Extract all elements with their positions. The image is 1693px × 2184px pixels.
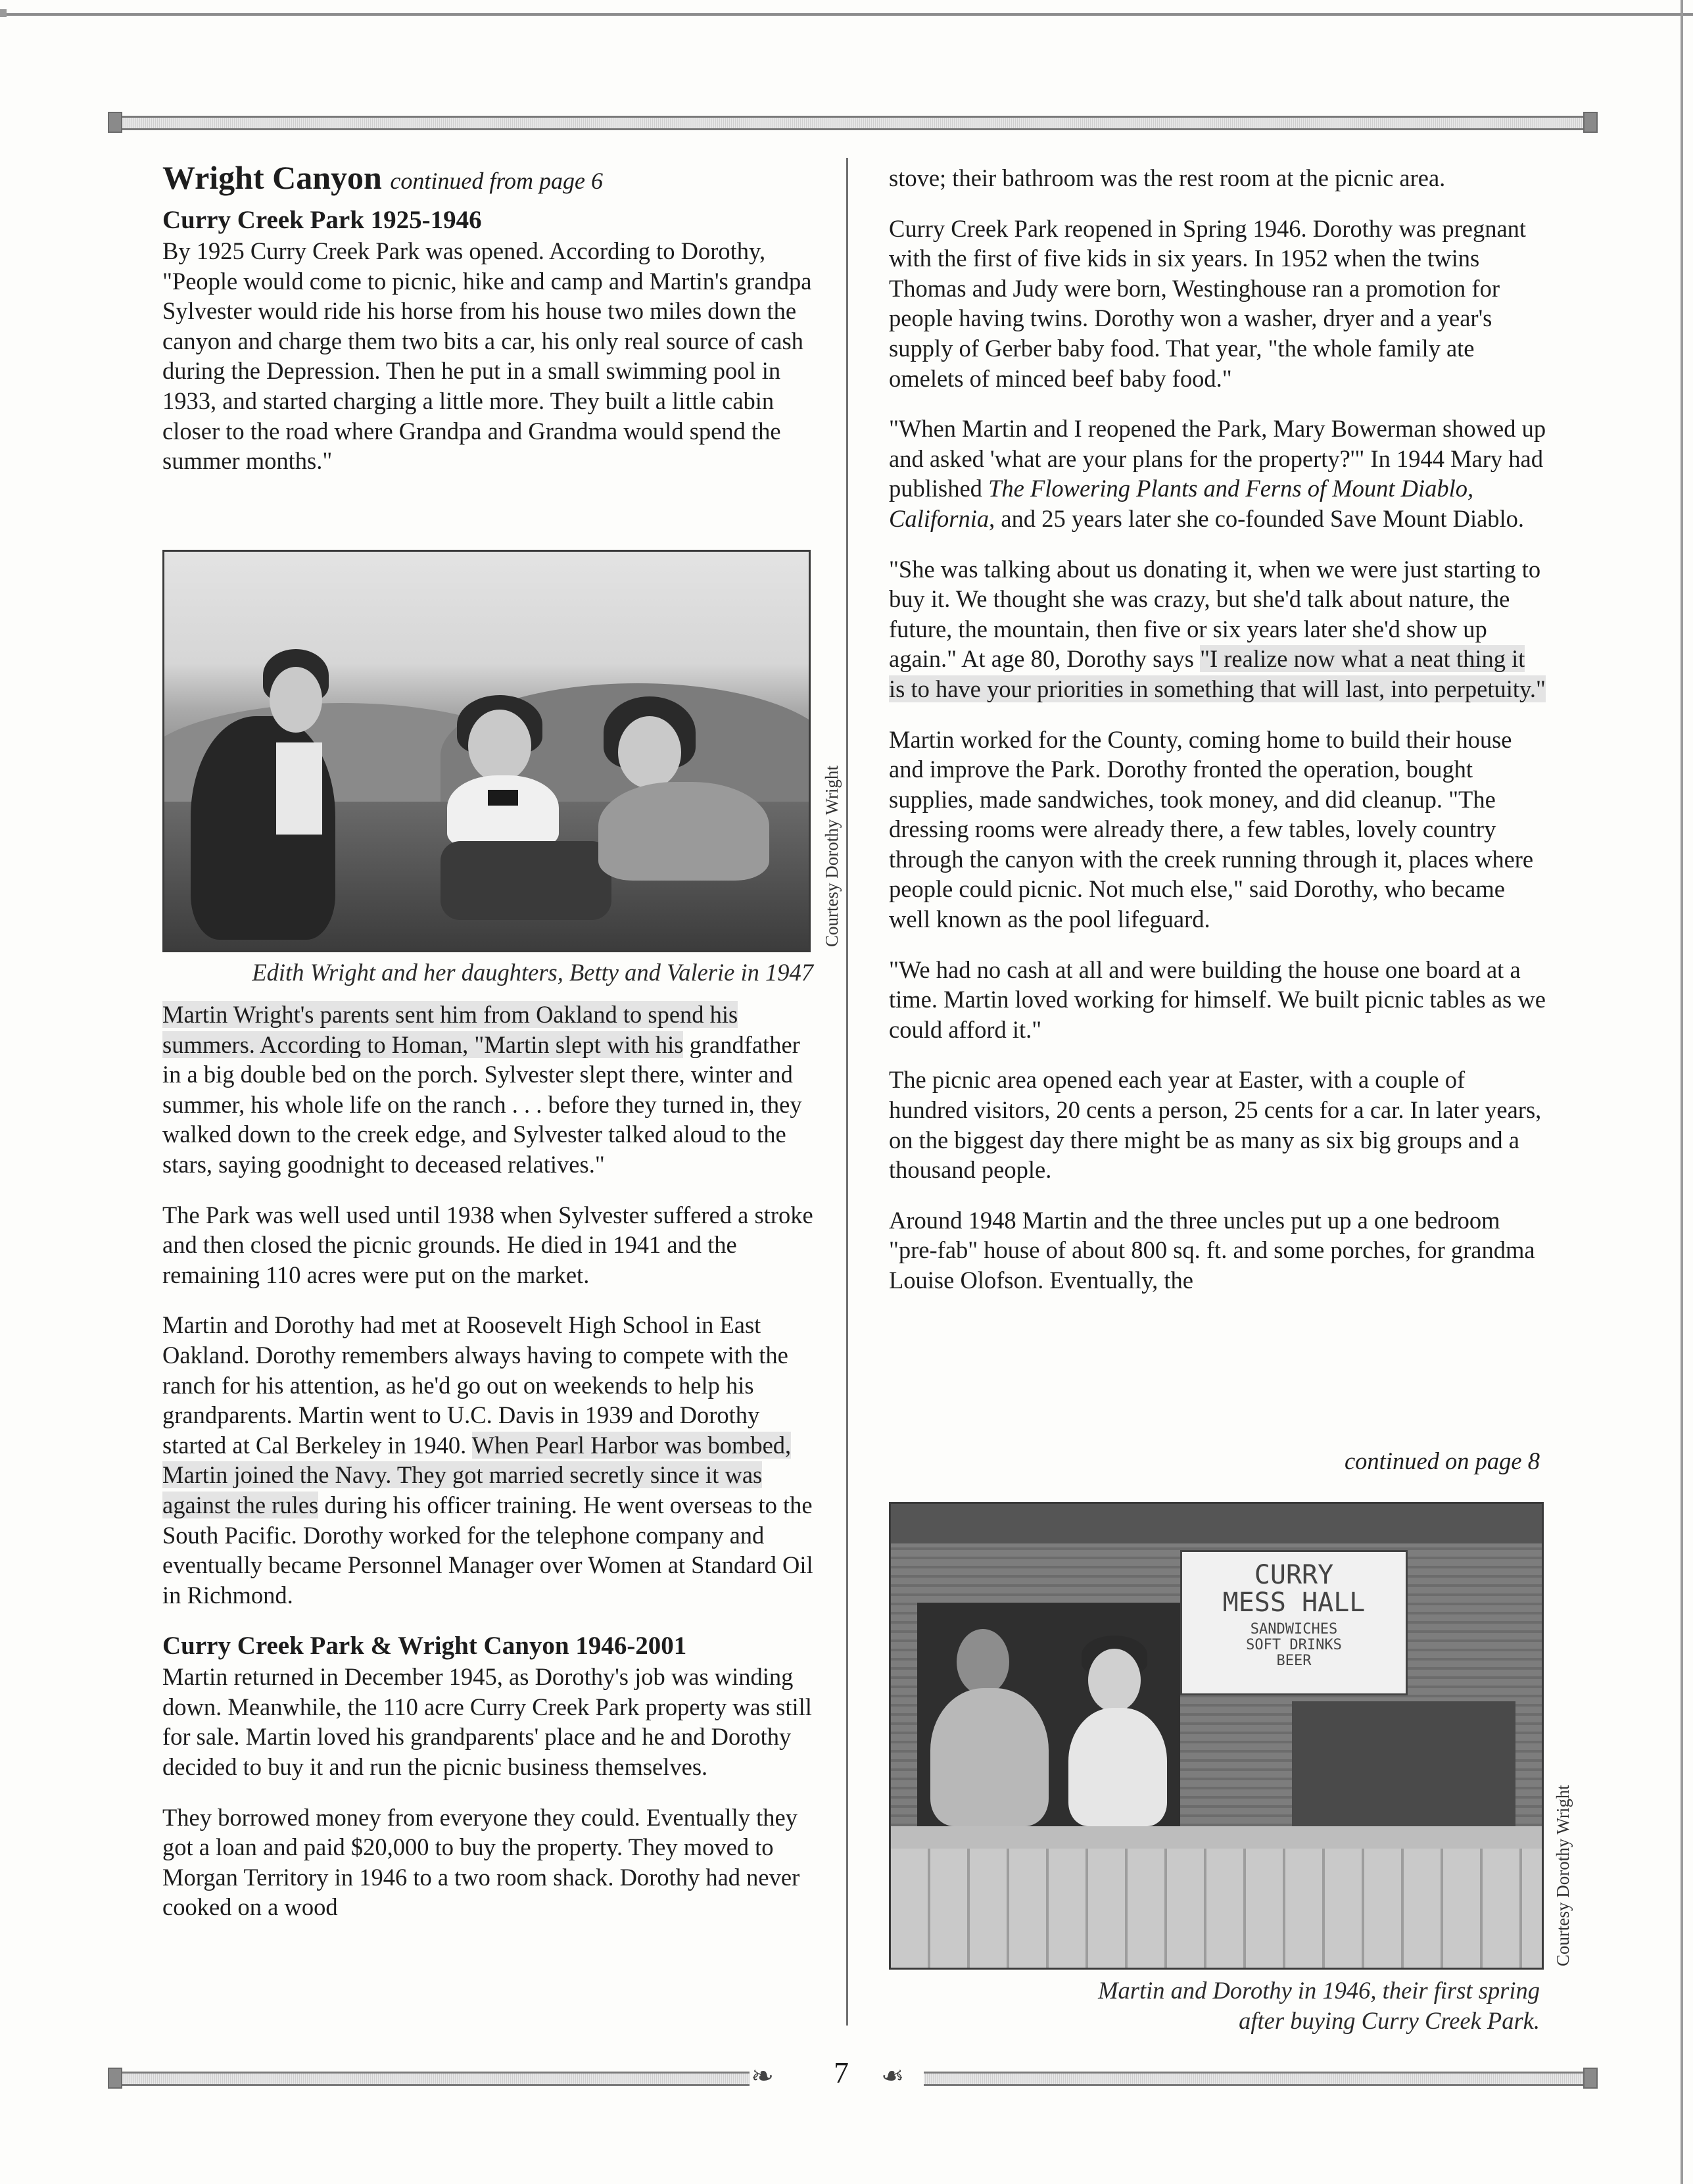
frame-top-left-cap xyxy=(108,112,122,133)
caption-line: after buying Curry Creek Park. xyxy=(1239,2007,1540,2034)
left-column-top xyxy=(162,158,820,476)
leaf-ornament-icon: ❧ xyxy=(751,2060,775,2092)
shelf-window xyxy=(1292,1701,1515,1826)
frame-bottom-left-cap xyxy=(108,2068,122,2089)
title-text: Wright Canyon xyxy=(162,159,382,196)
face xyxy=(468,710,531,782)
photo-credit: Courtesy Dorothy Wright xyxy=(1553,1785,1573,1966)
sign-text: SANDWICHES xyxy=(1250,1621,1338,1638)
left-column-bottom xyxy=(162,1000,820,1922)
sign-text: BEER xyxy=(1276,1653,1312,1669)
frame-bottom-right-cap xyxy=(1583,2068,1598,2089)
page-top-edge xyxy=(0,13,1693,16)
woman-dress xyxy=(1068,1708,1167,1826)
paragraph: The picnic area opened each year at Easter, with a couple of hundred visitors, 20 cents a person, 25 cents for a car. In later years, on the biggest day there might be as many as six big groups and a thousand people. xyxy=(889,1066,1542,1184)
white-blouse xyxy=(276,742,322,835)
paragraph xyxy=(889,414,1546,533)
man-face xyxy=(957,1629,1009,1695)
paragraph: Martin worked for the County, coming home to build their house and improve the Park. Dorothy fronted the operation, bought supplies, made sandwiches, took money, and did cleanup. "The dressing rooms were already there, a few tables, lovely country through the canyon with the creek running through it, places where people could picnic. Not much else," said Dorothy, who became well known as the pool lifeguard. xyxy=(889,725,1534,933)
bow-tie xyxy=(488,790,518,806)
paragraph-text: "When Martin and I reopened the Park, Mary Bowerman showed up and asked 'what are your plans for the property?'" In 1944 Mary had published xyxy=(889,415,1546,502)
article-title xyxy=(162,158,820,201)
board-siding xyxy=(891,1849,1542,1968)
paragraph-text: grandfather in a big double bed on the porch. Sylvester slept there, winter and summer, his whole life on the ranch . . . before they turned in, they walked down to the creek edge, and Sylvester talked aloud to the stars, saying goodnight to deceased relatives." xyxy=(162,1031,802,1178)
paragraph-text: "She was talking about us donating it, when we were just starting to buy it. We thought she was crazy, but she'd talk about nature, the future, the mountain, then five or six years later she'd show up again." At age 80, Dorothy says xyxy=(889,555,1541,673)
photo-edith-and-daughters xyxy=(162,550,811,952)
counter-ledge xyxy=(891,1826,1542,1849)
caption-line: Martin and Dorothy in 1946, their first spring xyxy=(1098,1977,1540,2004)
face xyxy=(618,716,681,789)
frame-bottom-bar-right xyxy=(924,2072,1588,2086)
page-right-edge xyxy=(1681,0,1683,2184)
roof-eave xyxy=(891,1504,1542,1543)
woman-face xyxy=(1088,1649,1141,1712)
face xyxy=(270,667,322,733)
frame-top-bar xyxy=(118,116,1588,130)
mess-hall-sign xyxy=(1180,1550,1408,1695)
paragraph xyxy=(889,554,1546,704)
paragraph: They borrowed money from everyone they could. Eventually they got a loan and paid $20,000 to buy the property. They moved to Morgan Territory in 1946 to a two room shack. Dorothy had never cooked on a wood xyxy=(162,1803,800,1921)
man-shirt xyxy=(930,1688,1049,1826)
section-heading-1946: Curry Creek Park & Wright Canyon 1946-2001 xyxy=(162,1632,687,1661)
continued-on-note: continued on page 8 xyxy=(1344,1447,1540,1474)
leaf-ornament-icon: ❧ xyxy=(881,2060,905,2092)
paragraph xyxy=(162,1000,820,1180)
paragraph: Around 1948 Martin and the three uncles put up a one bedroom "pre-fab" house of about 800 sq. ft. and some porches, for grandma Louise Olofson. Eventually, the xyxy=(889,1206,1535,1294)
sweater xyxy=(598,782,769,881)
frame-bottom-bar-left xyxy=(118,2072,750,2086)
highlighted-text: When Pearl Harbor was bombed, Martin joined the Navy. They got married secretly since it was against the rules xyxy=(162,1431,792,1518)
white-shirt xyxy=(447,775,559,848)
paragraph-text: , and 25 years later she co-founded Save Mount Diablo. xyxy=(989,504,1525,532)
paragraph: By 1925 Curry Creek Park was opened. According to Dorothy, "People would come to picnic, hike and camp and Martin's grandpa Sylvester would ride his horse from his house two miles down the canyon and charge them two bits a car, his only real source of cash during the Depression. Then he put in a small swimming pool in 1933, and started charging a little more. They built a little cabin closer to the road where Grandpa and Grandma would spend the summer months." xyxy=(162,237,812,475)
photo-mess-hall xyxy=(889,1502,1544,1970)
right-column-top xyxy=(889,163,1546,1296)
paragraph: The Park was well used until 1938 when Sylvester suffered a stroke and then closed the picnic grounds. He died in 1941 and the remaining 110 acres were put on the market. xyxy=(162,1201,813,1288)
paragraph-text: Martin and Dorothy had met at Roosevelt High School in East Oakland. Dorothy remembers always having to compete with the ranch for his attention, as he'd go out on weekends to help his grandparents. Martin went to U.C. Davis in 1939 and Dorothy started at Cal Berkeley in 1940. xyxy=(162,1311,788,1459)
continued-from-note: continued from page 6 xyxy=(390,168,603,194)
photo-caption xyxy=(889,1976,1540,2036)
sign-text: MESS HALL xyxy=(1222,1588,1366,1618)
paragraph: stove; their bathroom was the rest room at the picnic area. xyxy=(889,164,1446,191)
dark-skirt xyxy=(441,841,611,920)
page-corner-mark xyxy=(0,9,7,17)
highlighted-text: Martin Wright's parents sent him from Oakland to spend his summers. According to Homan, "Martin slept with his xyxy=(162,1001,738,1058)
paragraph: "We had no cash at all and were building the house one board at a time. Martin loved working for himself. We built picnic tables as we could afford it." xyxy=(889,956,1546,1043)
photo-caption: Edith Wright and her daughters, Betty and Valerie in 1947 xyxy=(252,959,813,986)
highlighted-text: "I realize now what a neat thing it is to have your priorities in something that will last, into perpetuity." xyxy=(889,645,1546,702)
frame-top-right-cap xyxy=(1583,112,1598,133)
paragraph xyxy=(162,1310,820,1610)
sign-text: SOFT DRINKS xyxy=(1246,1637,1342,1653)
page-number: 7 xyxy=(834,2056,849,2089)
paragraph: Curry Creek Park reopened in Spring 1946. Dorothy was pregnant with the first of five kids in six years. In 1952 when the twins Thomas and Judy were born, Westinghouse ran a promotion for people having twins. Dorothy won a washer, dryer and a year's supply of Gerber baby food. That year, "the whole family ate omelets of minced beef baby food." xyxy=(889,214,1527,392)
photo-credit: Courtesy Dorothy Wright xyxy=(822,765,842,947)
sign-text: CURRY xyxy=(1254,1560,1334,1590)
paragraph-text: during his officer training. He went overseas to the South Pacific. Dorothy worked for the telephone company and eventually became Personnel Manager over Women at Standard Oil in Richmond. xyxy=(162,1491,813,1609)
paragraph: Martin returned in December 1945, as Dorothy's job was winding down. Meanwhile, the 110 acre Curry Creek Park property was still for sale. Martin loved his grandparents' place and he and Dorothy decided to buy it and run the picnic business themselves. xyxy=(162,1663,812,1781)
column-divider xyxy=(846,158,848,2026)
book-title: The Flowering Plants and Ferns of Mount Diablo, California xyxy=(889,475,1474,532)
section-heading-1925: Curry Creek Park 1925-1946 xyxy=(162,206,482,234)
